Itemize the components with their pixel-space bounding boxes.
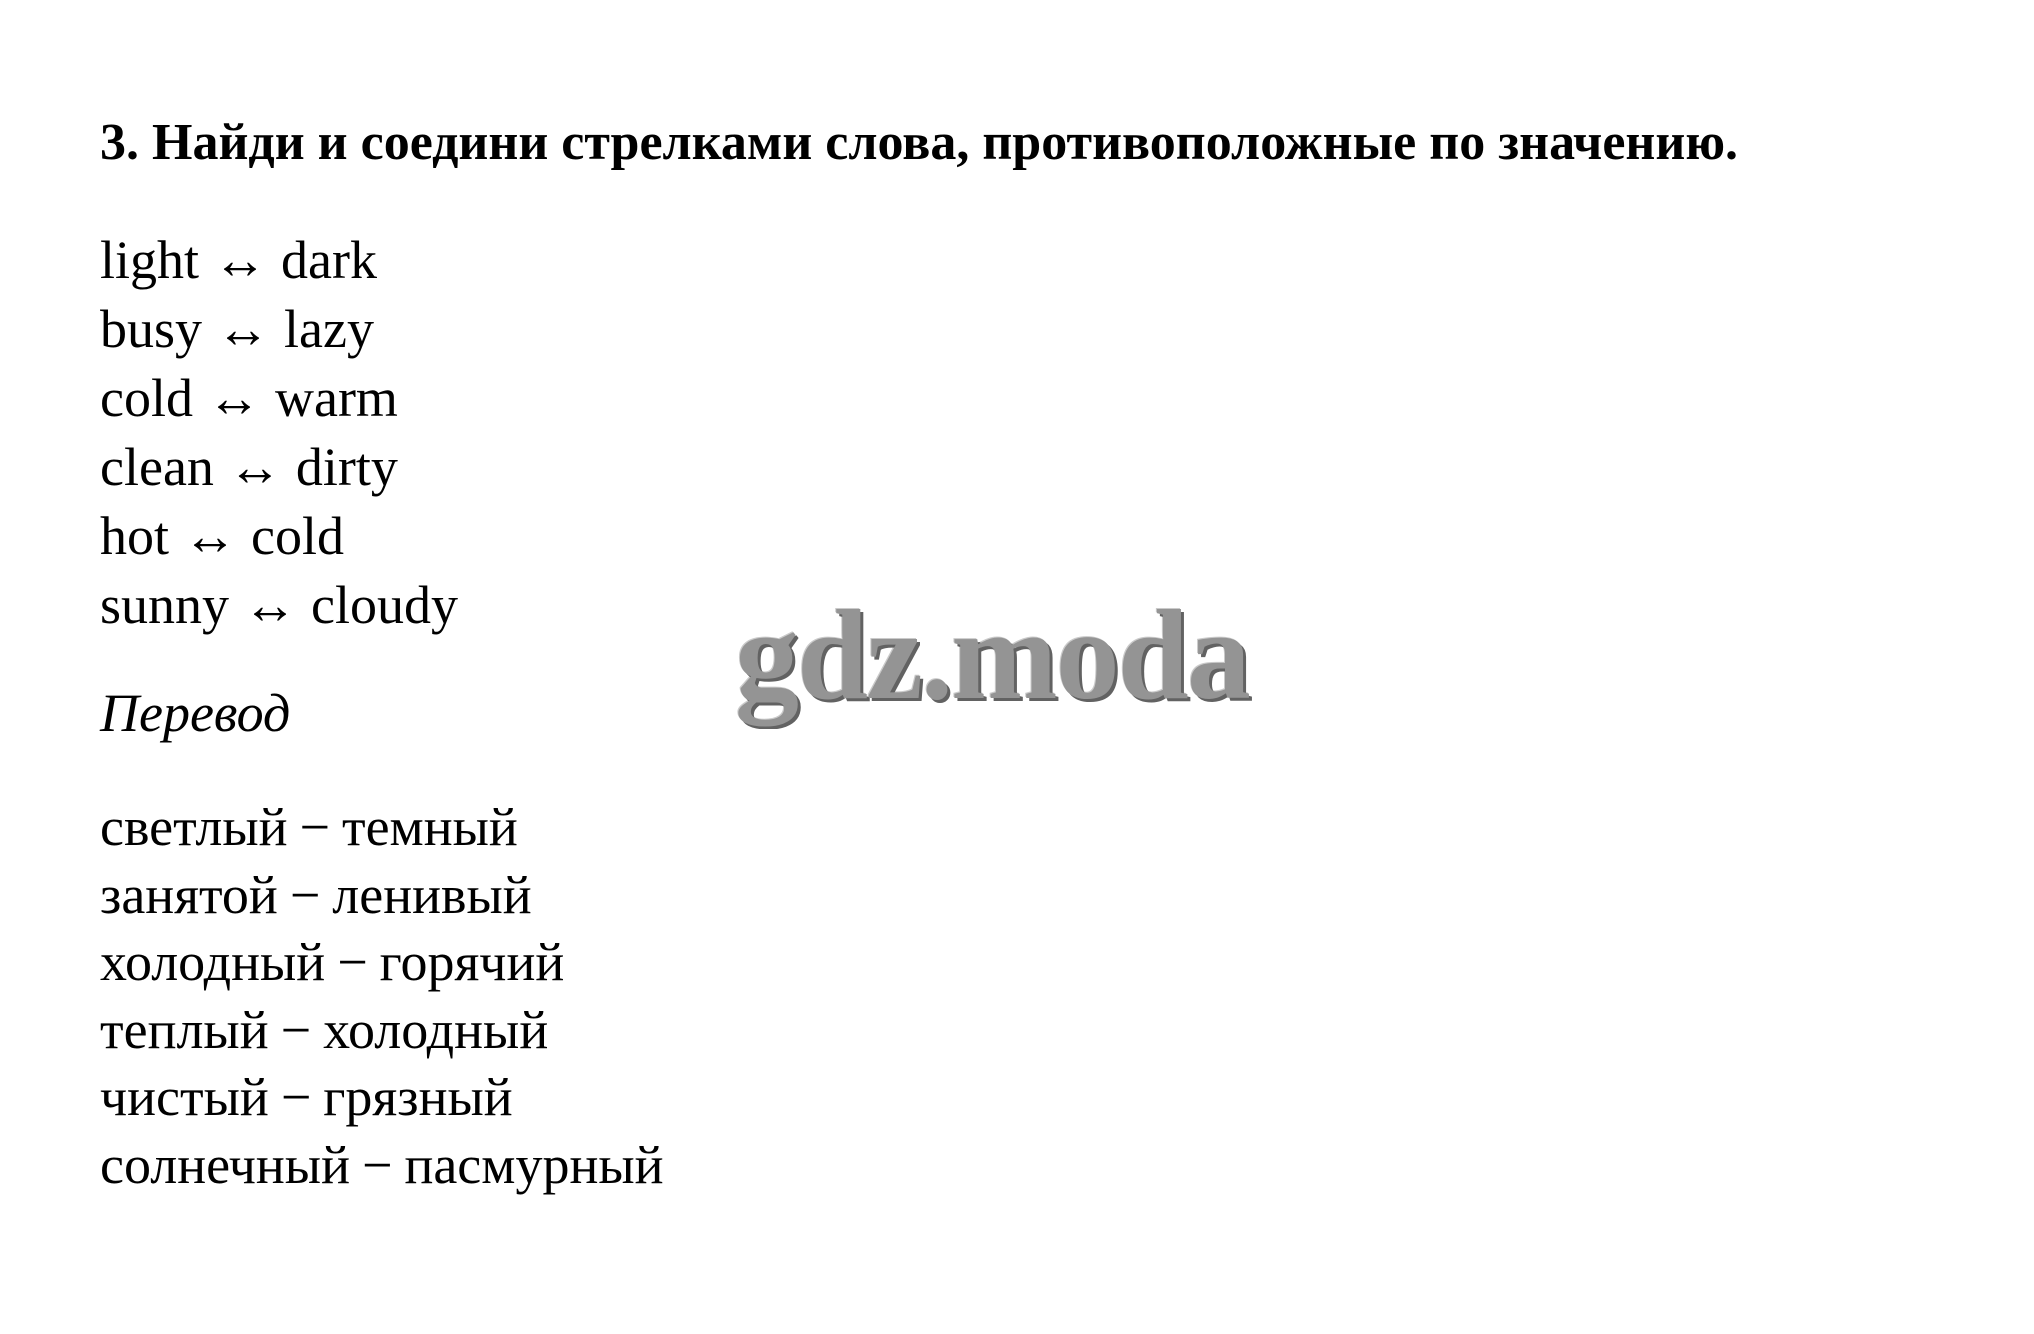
translation-pairs-list: [100, 794, 664, 1199]
word-left: light: [100, 230, 200, 290]
watermark-logo: gdz.moda: [735, 584, 1249, 726]
translation-left: теплый: [100, 999, 269, 1060]
english-pairs-list: [100, 226, 458, 640]
word-left: sunny: [100, 575, 230, 635]
word-left: hot: [100, 506, 170, 566]
dash-separator: −: [299, 797, 330, 857]
dash-separator: −: [289, 864, 321, 925]
translation-left: чистый: [100, 1067, 269, 1127]
translation-right: горячий: [379, 932, 565, 992]
translation-right: ленивый: [332, 864, 532, 925]
translation-left: светлый: [100, 797, 288, 857]
translation-right: темный: [341, 797, 518, 857]
word-pair: [100, 295, 458, 364]
word-pair: [100, 502, 458, 571]
double-arrow-icon: ↔: [206, 368, 261, 428]
dash-separator: −: [280, 1067, 312, 1127]
double-arrow-icon: ↔: [183, 506, 238, 566]
word-pair: [100, 364, 458, 433]
dash-separator: −: [280, 999, 312, 1060]
task-title: 3. Найди и соедини стрелками слова, противоположные по значению.: [100, 114, 1739, 171]
word-pair: [100, 433, 458, 502]
double-arrow-icon: ↔: [243, 575, 298, 635]
dash-separator: −: [337, 932, 368, 992]
translation-right: холодный: [323, 999, 549, 1060]
translation-left: солнечный: [100, 1134, 350, 1195]
word-right: dark: [281, 230, 377, 290]
translation-pair: [100, 794, 664, 862]
word-right: warm: [274, 368, 398, 428]
word-right: cold: [251, 506, 344, 566]
word-pair: [100, 226, 458, 295]
dash-separator: −: [361, 1134, 393, 1195]
translation-pair: [100, 1132, 664, 1200]
word-right: cloudy: [311, 575, 458, 635]
word-left: clean: [100, 437, 214, 497]
word-right: lazy: [284, 299, 374, 359]
double-arrow-icon: ↔: [227, 437, 282, 497]
word-left: busy: [100, 299, 203, 359]
word-left: cold: [100, 368, 193, 428]
double-arrow-icon: ↔: [216, 299, 271, 359]
translation-pair: [100, 1064, 664, 1132]
translation-right: пасмурный: [404, 1134, 664, 1195]
translation-pair: [100, 929, 664, 997]
translation-pair: [100, 862, 664, 930]
translation-heading: Перевод: [100, 683, 291, 743]
translation-left: занятой: [100, 864, 278, 925]
translation-left: холодный: [100, 932, 326, 992]
word-pair: [100, 571, 458, 640]
translation-right: грязный: [323, 1067, 513, 1127]
double-arrow-icon: ↔: [213, 230, 268, 290]
word-right: dirty: [295, 437, 398, 497]
translation-pair: [100, 997, 664, 1065]
